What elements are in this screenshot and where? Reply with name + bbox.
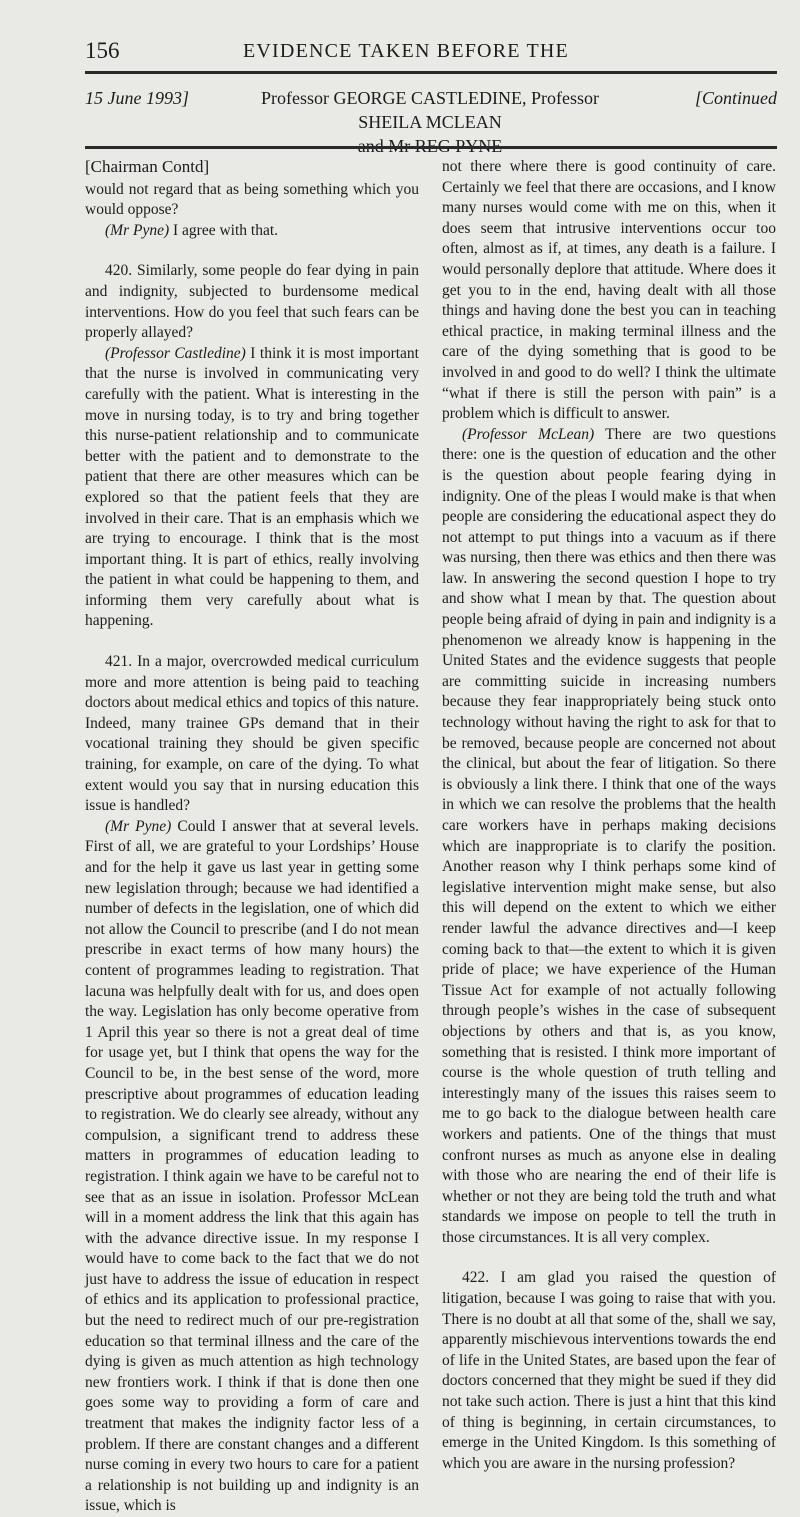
answer-text: There are two questions there: one is the question of education and the other is the question about people fearing dying in indignity. One of the pleas I would make is that when people are considering the educational aspect they do not attempt to put things into a vacuum as if there was nursing, then there was ethics and then there was law. In answering the second question I hope to try and show what I mean by that. The question about people being afraid of dying in pain and indignity is a phenomenon we already know is happening in the United States and the evidence suggests that people are committing suicide in increasing numbers because they fear inappropriately being stuck onto technology without having the right to ask for that to be removed, because people are concerned not about the clinical, but about the fear of litigation. So there is obviously a link there. I think that one of the ways in which we can resolve the problems that the health care workers have in perhaps making decisions which are inappropriate is to clarify the position. Another reason why I think perhaps some kind of legislative intervention might make sense, but also this will depend on the extent to which we either render lawful the advance directives and—I keep coming back to that—the extent to which it is given pride of place; we have experience of the Human Tissue Act for example of not actually following through people’s wishes in the case of subsequent objections by others and that is, as you know, something that is resisted. I think more important of course is the whole question of truth telling and interestingly many of the issues this raises seem to me to go back to the dialogue between health care workers and patients. One of the things that must confront nurses as much as anyone else in dealing with those who are nearing the end of their life is whether or not they are being told the truth and what standards we impose on people to tell the truth in those circumstances. It is all very complex.	[442, 425, 776, 1246]
question-number: 422.	[462, 1269, 490, 1287]
continued-label: [Continued	[694, 88, 777, 108]
running-head-title: EVIDENCE TAKEN BEFORE THE	[243, 40, 569, 62]
question-number: 421.	[105, 653, 133, 671]
question-text: In a major, overcrowded medical curriculum more and more attention is being paid to teaching doctors about medical ethics and topics of this nature. Indeed, many trainee GPs demand that in their vocational training they should be given specific training, for example, on care of the dying. To what extent would you say that in nursing education this issue is handled?	[85, 653, 419, 815]
speaker-name: (Mr Pyne)	[105, 221, 170, 239]
question-text: I am glad you raised the question of litigation, because I was going to raise that with you. There is no doubt at all that some of the, shall we say, apparently mischievous interventions towards the end of life in the United States, are based upon the fear of doctors concerned that they might be sued if they did not take such action. There is just a hint that this kind of thing is beginning, in certain circumstances, to emerge in the United Kingdom. Is this something of which you are aware in the nursing profession?	[442, 1269, 776, 1472]
chairman-contd-label: [Chairman Contd]	[85, 157, 210, 176]
header-rule-bottom	[85, 146, 777, 149]
speaker-name: (Professor McLean)	[462, 425, 595, 443]
paragraph: would not regard that as being something which you would oppose?	[85, 180, 419, 219]
answer-text: I agree with that.	[169, 221, 279, 239]
right-column	[442, 157, 776, 1474]
question-paragraph	[85, 261, 419, 343]
answer-text: Could I answer that at several levels. First of all, we are grateful to your Lordships’ House and for the help it gave us last year in getting some new legislation through; because we had identified a number of defects in the legislation, one of which did not allow the Council to prescribe (and I do not mean prescribe in exact terms of how many hours) the content of programmes leading to registration. That lacuna was helpfully dealt with for us, and does open the way. Legislation has only become operative from 1 April this year so there is not a great deal of time for usage yet, but I think that opens the way for the Council to be, in the best sense of the word, more prescriptive about programmes of education leading to registration. We do clearly see already, without any compulsion, a significant trend to address these matters in programmes of education leading to registration. I think again we have to be careful not to see that as an issue in isolation. Professor McLean will in a moment address the link that this again has with the advance directive issue. In my response I would have to come back to the fact that we do not just have to address the issue of education in respect of ethics and its application to professional practice, but the need to redirect much of our pre-registration education so that terminal illness and the care of the dying is given as much attention as high technology new frontiers work. I think if that is done then one goes some way to providing a form of care and treatment that makes the indignity factor less of a problem. If there are constant changes and a different nurse coming in every two hours to care for a patient a relationship is not building up and indignity is an issue, which is	[85, 817, 419, 1515]
speaker-name: (Mr Pyne)	[105, 817, 172, 835]
left-column	[85, 157, 419, 1517]
answer-paragraph	[85, 221, 419, 242]
witness-header	[85, 86, 777, 142]
speaker-name: (Professor Castledine)	[105, 344, 246, 362]
question-paragraph	[85, 652, 419, 817]
header-rule-top	[85, 71, 777, 74]
paragraph: not there where there is good continuity of care. Certainly we feel that there are occasions, and I know many nurses would come with me on this, when it does seem that intrusive interventions occur too often, almost as if, at times, any death is a failure. I would personally deplore that attitude. Where does it get you to in the end, having dealt with all those things and having done the best you can in teaching ethical practice, in making terminal illness and the care of the dying something that is good to be involved in and good to do well? I think the ultimate “what if there is still the person with pain” is a problem which is difficult to answer.	[442, 158, 776, 423]
running-head	[85, 38, 780, 64]
witness-names-line1: Professor GEORGE CASTLEDINE, Professor SHEILA MCLEAN	[261, 88, 599, 132]
answer-paragraph	[85, 344, 419, 632]
question-text: Similarly, some people do fear dying in pain and indignity, subjected to burdensome medical interventions. How do you feel that such fears can be properly allayed?	[85, 262, 419, 342]
body-columns	[85, 157, 777, 1515]
question-paragraph	[442, 1268, 776, 1474]
answer-paragraph	[442, 425, 776, 1249]
page-number: 156	[85, 38, 120, 63]
question-number: 420.	[105, 262, 133, 280]
answer-paragraph	[85, 817, 419, 1517]
answer-text: I think it is most important that the nurse is involved in communicating very carefully with the patient. What is interesting in the move in nursing today, is to try and bring together this nurse-patient relationship and to communicate better with the patient and to demonstrate to the patient that there are other measures which can be explored so that the patient feels that they are involved in their care. That is an emphasis which we are trying to encourage. I think that is the most important thing. It is part of ethics, really involving the patient in what could be happening to them, and informing them very carefully about what is happening.	[85, 344, 419, 630]
session-date: 15 June 1993]	[85, 88, 189, 108]
